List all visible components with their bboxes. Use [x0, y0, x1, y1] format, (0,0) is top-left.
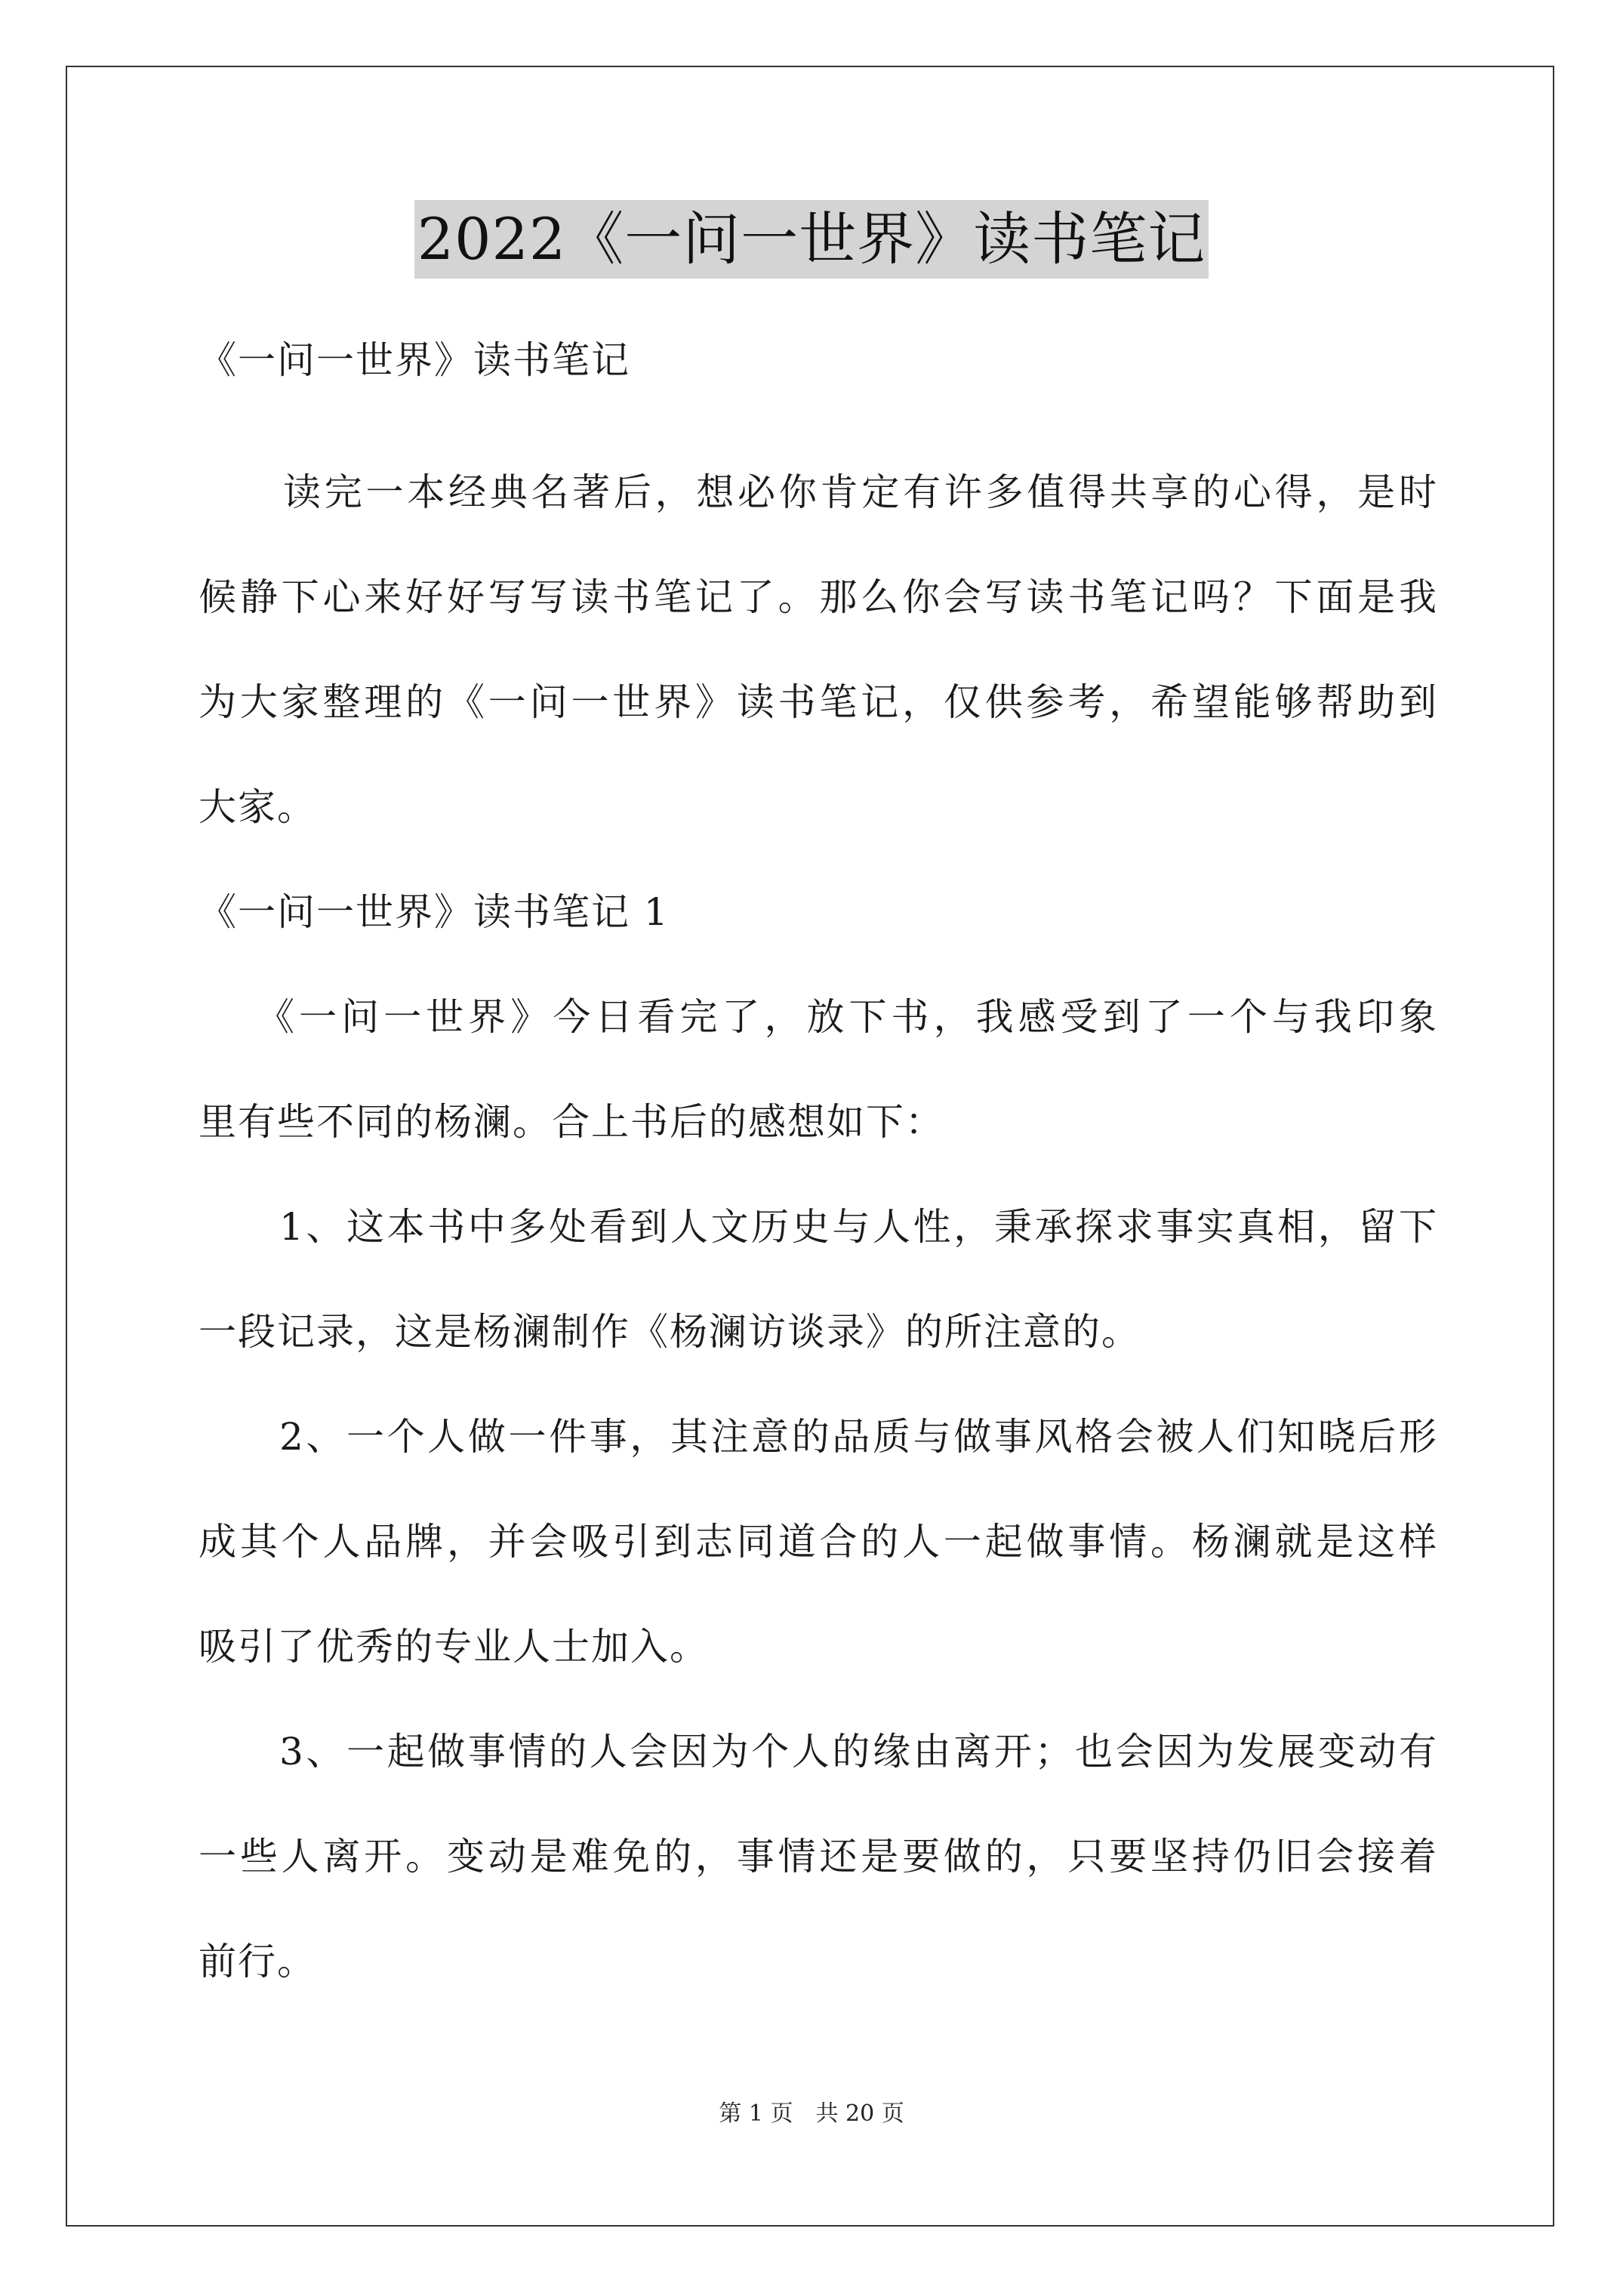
list-item-line: 一些人离开。变动是难免的，事情还是要做的，只要坚持仍旧会接着 [199, 1835, 1437, 1878]
list-item-line: 2、一个人做一件事，其注意的品质与做事风格会被人们知晓后形 [279, 1415, 1437, 1459]
paragraph-line: 大家。 [199, 785, 316, 829]
document-title: 2022《一问一世界》读书笔记 [414, 200, 1209, 279]
list-item-line: 1、这本书中多处看到人文历史与人性，秉承探求事实真相，留下 [279, 1205, 1437, 1249]
paragraph-line: 候静下心来好好写写读书笔记了。那么你会写读书笔记吗？下面是我 [199, 575, 1437, 619]
paragraph-line: 里有些不同的杨澜。合上书后的感想如下： [199, 1100, 944, 1144]
page-number: 第 1 页 [719, 2100, 793, 2127]
list-item-line: 一段记录，这是杨澜制作《杨澜访谈录》的所注意的。 [199, 1310, 1141, 1354]
list-item-line: 前行。 [199, 1940, 316, 1983]
list-item-line: 成其个人品牌，并会吸引到志同道合的人一起做事情。杨澜就是这样 [199, 1520, 1437, 1564]
list-item-line: 吸引了优秀的专业人士加入。 [199, 1625, 709, 1669]
list-item-line: 3、一起做事情的人会因为个人的缘由离开；也会因为发展变动有 [279, 1730, 1437, 1774]
paragraph-line: 为大家整理的《一问一世界》读书笔记，仅供参考，希望能够帮助到 [199, 680, 1437, 724]
page-footer [0, 2099, 1623, 2129]
page-total: 共 20 页 [815, 2100, 904, 2127]
paragraph-line: 读完一本经典名著后，想必你肯定有许多值得共享的心得，是时 [283, 470, 1437, 514]
subheading: 《一问一世界》读书笔记 [199, 338, 630, 382]
paragraph-line: 《一问一世界》今日看完了，放下书，我感受到了一个与我印象 [257, 995, 1437, 1039]
section-heading: 《一问一世界》读书笔记 1 [199, 890, 670, 934]
title-container [0, 200, 1623, 279]
